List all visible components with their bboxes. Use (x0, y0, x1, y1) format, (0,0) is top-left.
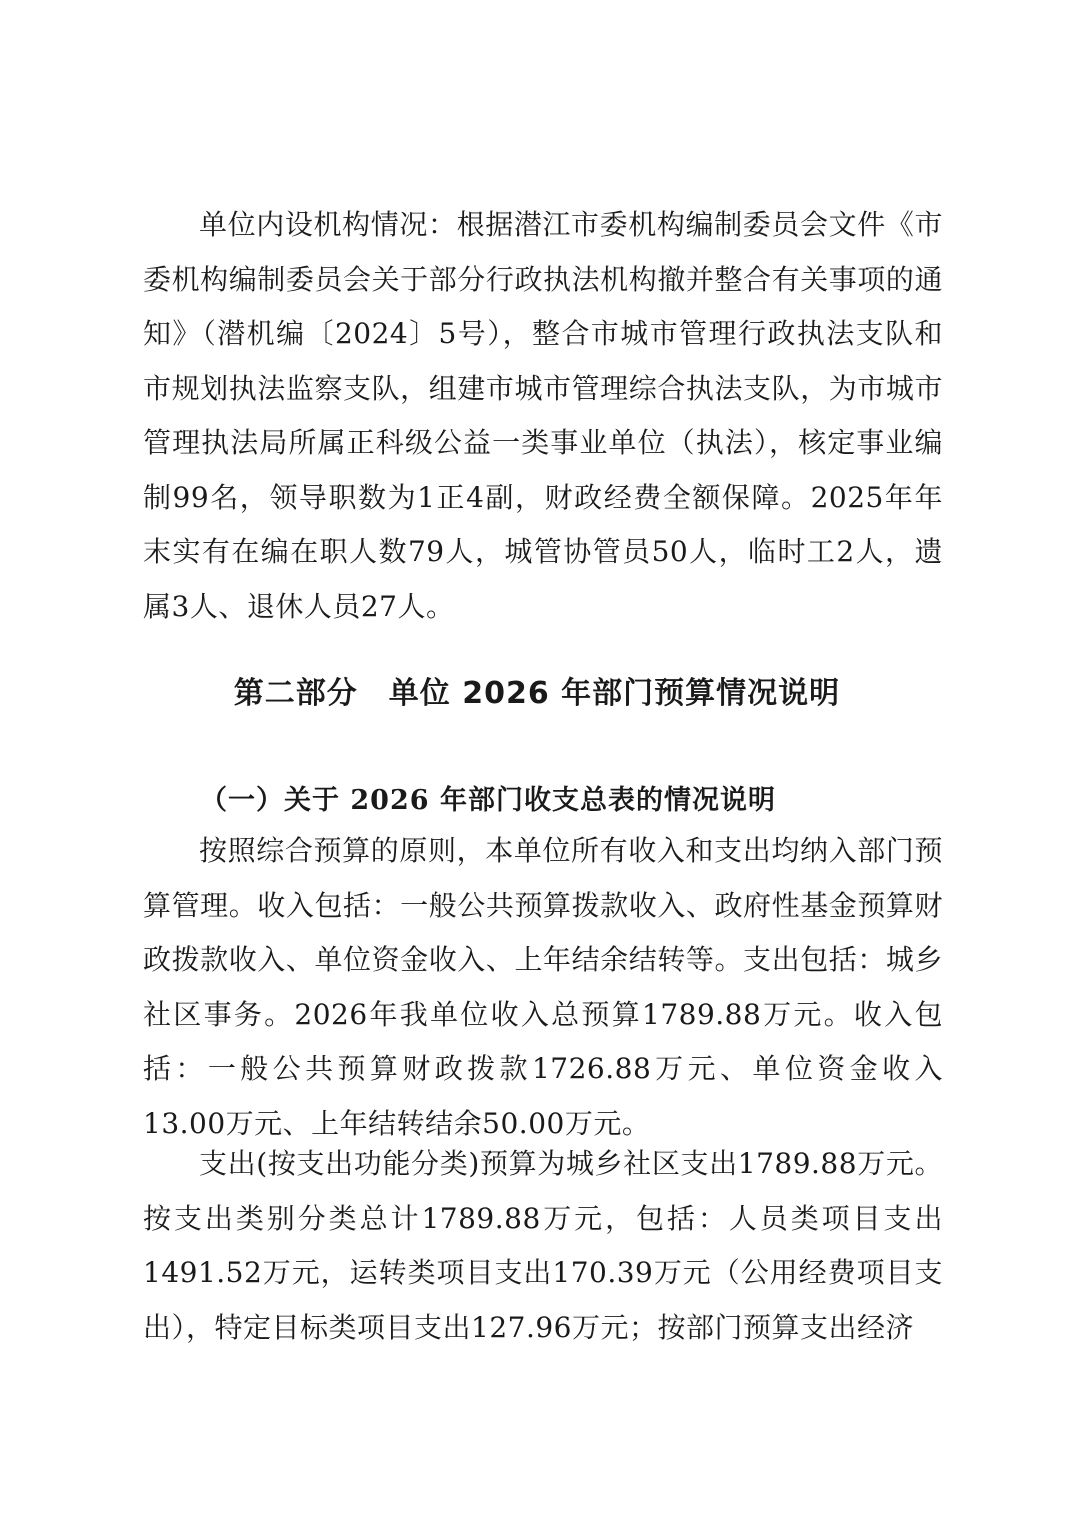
part-title: 第二部分 单位 2026 年部门预算情况说明 (233, 676, 841, 711)
section-heading-income-expenditure: （一）关于 2026 年部门收支总表的情况说明 (200, 785, 776, 816)
paragraph-internal-organization: 单位内设机构情况：根据潜江市委机构编制委员会文件《市委机构编制委员会关于部分行政执法机构撤并整合有关事项的通知》（潜机编〔2024〕5号），整合市城市管理行政执法支队和市规划执法监察支队，组建市城市管理综合执法支队，为市城市管理执法局所属正科级公益一类事业单位（执法），核定事业编制99名，领导职数为1正4副，财政经费全额保障。2025年年末实有在编在职人数79人，城管协管员50人，临时工2人，遗属3人、退休人员27人。 (143, 208, 943, 623)
paragraph-budget-income: 按照综合预算的原则，本单位所有收入和支出均纳入部门预算管理。收入包括：一般公共预算拨款收入、政府性基金预算财政拨款收入、单位资金收入、上年结余结转等。支出包括：城乡社区事务。2026年我单位收入总预算1789.88万元。收入包括：一般公共预算财政拨款1726.88万元、单位资金收入13.00万元、上年结转结余50.00万元。 (143, 834, 943, 1140)
paragraph-budget-expenditure: 支出(按支出功能分类)预算为城乡社区支出1789.88万元。按支出类别分类总计1789.88万元，包括：人员类项目支出1491.52万元，运转类项目支出170.39万元（公用经费项目支出），特定目标类项目支出127.96万元；按部门预算支出经济 (143, 1147, 943, 1344)
